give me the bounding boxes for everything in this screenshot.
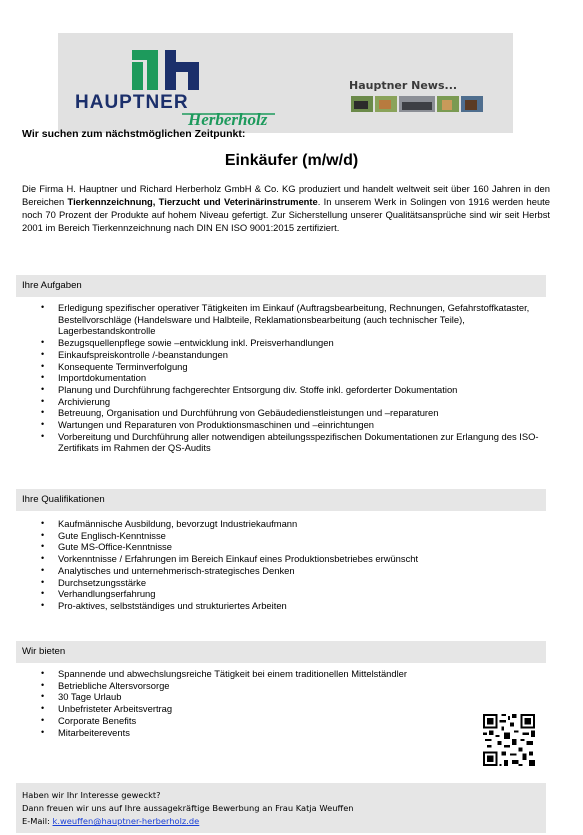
footer-email-line bbox=[22, 815, 540, 828]
intro-text-part2: . In unserem Werk in Solingen von 1916 werden heute noch 70 Prozent der Produkte auf hohem Niveau gefertigt. Zur Sicherstellung unserer Qualitätsansprüche sind wir seit Herbst 2001 im Bereich Tierkennzeichnung nach DIN EN ISO 9001:2015 zertifiziert. bbox=[22, 196, 550, 234]
section-heading-aufgaben: Ihre Aufgaben bbox=[16, 275, 546, 297]
list-item: • Wartungen und Reparaturen von Produktionsmaschinen und –einrichtungen bbox=[58, 419, 552, 431]
news-banner bbox=[347, 78, 487, 118]
list-item: • Mitarbeiterevents bbox=[58, 727, 552, 739]
list-item: • Analytisches und unternehmerisch-strategisches Denken bbox=[58, 565, 552, 577]
list-item: • Erledigung spezifischer operativer Tätigkeiten im Einkauf (Auftragsbearbeitung, Rechnungen, Gefahrstoffkataster, Bestellvorschläge (Handelsware und Halbteile, Reklamationsbearbeitung (auch technischer Teile), Lagerbestandskontrolle bbox=[58, 302, 552, 337]
aufgaben-list bbox=[22, 302, 552, 454]
list-item: • Gute Englisch-Kenntnisse bbox=[58, 530, 552, 542]
qr-code[interactable] bbox=[483, 714, 535, 766]
qualifikationen-list bbox=[22, 518, 552, 612]
email-label: E-Mail: bbox=[22, 816, 50, 826]
logo-brand-text: HAUPTNER bbox=[75, 92, 189, 113]
list-item: • Konsequente Terminverfolgung bbox=[58, 361, 552, 373]
list-item: • 30 Tage Urlaub bbox=[58, 691, 552, 703]
company-logo bbox=[70, 48, 280, 128]
footer-application-note: Dann freuen wir uns auf Ihre aussagekräftige Bewerbung an Frau Katja Weuffen bbox=[22, 803, 354, 813]
section-heading-bieten: Wir bieten bbox=[16, 641, 546, 663]
list-item: • Kaufmännische Ausbildung, bevorzugt Industriekaufmann bbox=[58, 518, 552, 530]
footer-question: Haben wir Ihr Interesse geweckt? bbox=[22, 790, 161, 800]
section-heading-qualifikationen: Ihre Qualifikationen bbox=[16, 489, 546, 511]
list-item: • Bezugsquellenpflege sowie –entwicklung inkl. Preisverhandlungen bbox=[58, 337, 552, 349]
list-item: • Einkaufspreiskontrolle /-beanstandungen bbox=[58, 349, 552, 361]
list-item: • Gute MS-Office-Kenntnisse bbox=[58, 541, 552, 553]
lead-text: Wir suchen zum nächstmöglichen Zeitpunkt: bbox=[22, 128, 246, 140]
list-item: • Vorkenntnisse / Erfahrungen im Bereich Einkauf eines Produktionsbetriebes erwünscht bbox=[58, 553, 552, 565]
list-item: • Corporate Benefits bbox=[58, 715, 552, 727]
intro-text-part1: Die Firma H. Hauptner und Richard Herberholz GmbH & Co. KG produziert und handelt weltweit seit über 160 Jahren in den Bereichen bbox=[22, 183, 550, 208]
list-item: • Unbefristeter Arbeitsvertrag bbox=[58, 703, 552, 715]
logo-mark bbox=[132, 50, 199, 90]
list-item: • Planung und Durchführung fachgerechter Entsorgung div. Stoffe inkl. geforderter Dokumentation bbox=[58, 384, 552, 396]
list-item: • Vorbereitung und Durchführung aller notwendigen abteilungsspezifischen Dokumentationen zur Erlangung des ISO-Zertifikats im Rahmen der QS-Audits bbox=[58, 431, 552, 454]
logo-script-text: Herberholz bbox=[188, 110, 268, 128]
bieten-list bbox=[22, 668, 552, 738]
list-item: • Betreuung, Organisation und Durchführung von Gebäudedienstleistungen und –reparaturen bbox=[58, 407, 552, 419]
email-link[interactable]: k.weuffen@hauptner-herberholz.de bbox=[52, 816, 200, 826]
job-title: Einkäufer (m/w/d) bbox=[224, 152, 359, 169]
list-item: • Importdokumentation bbox=[58, 372, 552, 384]
list-item: • Verhandlungserfahrung bbox=[58, 588, 552, 600]
list-item: • Archivierung bbox=[58, 396, 552, 408]
list-item: • Durchsetzungsstärke bbox=[58, 577, 552, 589]
list-item: • Pro-aktives, selbstständiges und strukturiertes Arbeiten bbox=[58, 600, 552, 612]
contact-footer bbox=[16, 783, 546, 833]
news-label: Hauptner News... bbox=[349, 79, 458, 92]
company-intro bbox=[22, 182, 550, 234]
list-item: • Betriebliche Altersvorsorge bbox=[58, 680, 552, 692]
list-item: • Spannende und abwechslungsreiche Tätigkeit bei einem traditionellen Mittelständler bbox=[58, 668, 552, 680]
intro-bold-text: Tierkennzeichnung, Tierzucht und Veterinärinstrumente bbox=[67, 196, 318, 208]
